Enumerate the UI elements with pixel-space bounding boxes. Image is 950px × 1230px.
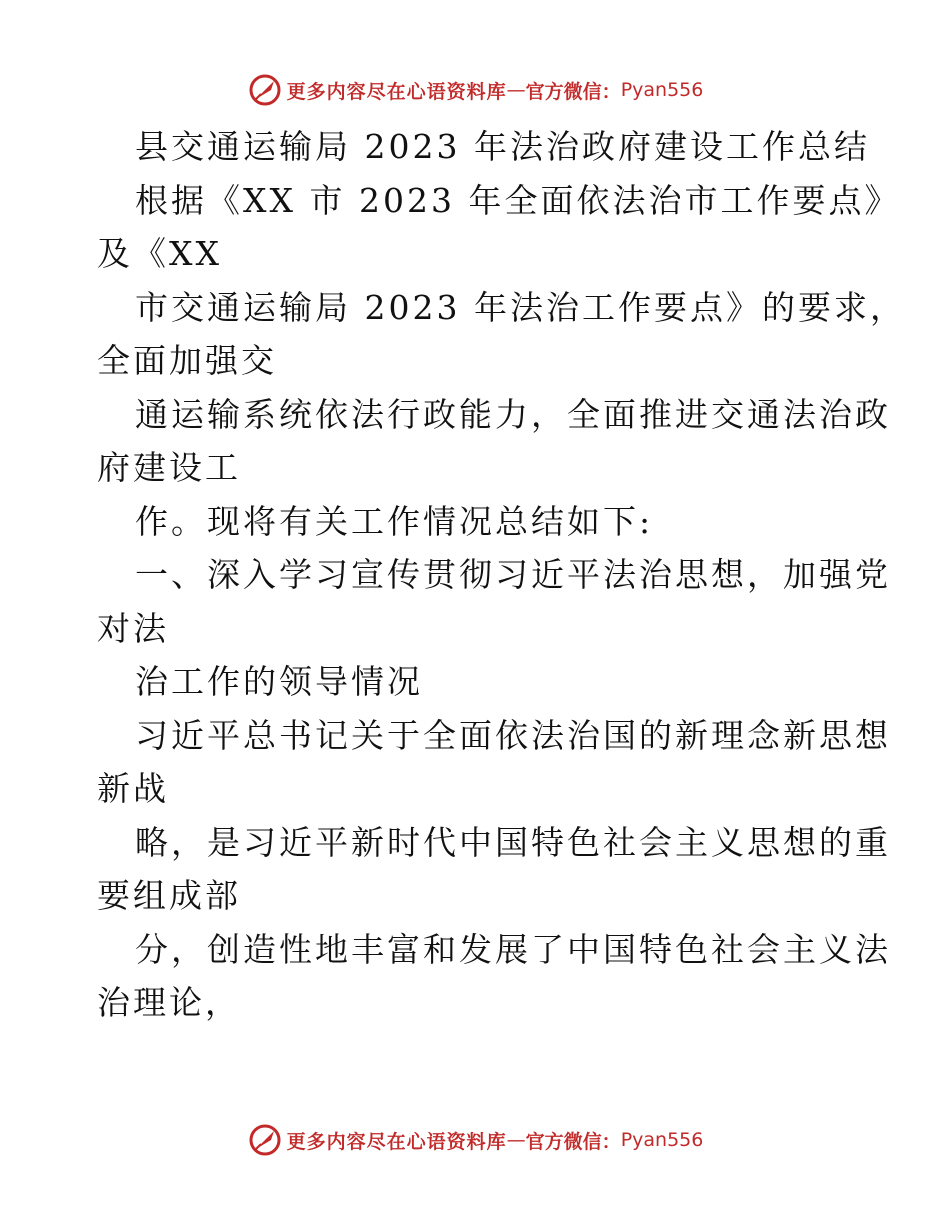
text-line: 习近平总书记关于全面依法治国的新理念新思想	[135, 715, 891, 755]
banner-wechat-id: Pyan556	[620, 79, 704, 101]
text-line: 府建设工	[97, 448, 241, 487]
quill-logo-icon	[247, 1122, 283, 1158]
footer-banner	[0, 1120, 950, 1160]
banner-separator: —	[506, 79, 526, 101]
text-line: 及《XX	[97, 234, 222, 273]
text-line: 作。现将有关工作情况总结如下:	[135, 501, 654, 541]
text-line: 通运输系统依法行政能力，全面推进交通法治政	[135, 394, 891, 434]
document-title: 县交通运输局 2023 年法治政府建设工作总结	[135, 127, 870, 166]
banner-text: 更多内容尽在心语资料库	[286, 80, 507, 103]
banner-wechat-label: 官方微信：	[525, 1130, 621, 1153]
banner-wechat-label: 官方微信：	[525, 80, 621, 103]
text-line: 略，是习近平新时代中国特色社会主义思想的重	[135, 822, 891, 862]
text-line: 分，创造性地丰富和发展了中国特色社会主义法	[135, 929, 891, 969]
banner-separator: —	[506, 1129, 526, 1151]
section-heading: 对法	[97, 608, 169, 648]
quill-logo-icon	[247, 72, 283, 108]
document-body	[97, 120, 906, 1030]
text-line: 市交通运输局 2023 年法治工作要点》的要求，	[135, 287, 906, 327]
section-heading: 一、深入学习宣传贯彻习近平法治思想，加强党	[135, 555, 891, 594]
banner-text: 更多内容尽在心语资料库	[286, 1130, 507, 1153]
text-line: 根据《XX 市 2023 年全面依法治市工作要点》	[135, 180, 901, 220]
text-line: 要组成部	[97, 876, 241, 915]
text-line: 治理论，	[97, 983, 241, 1022]
banner-wechat-id: Pyan556	[620, 1129, 704, 1151]
section-heading: 治工作的领导情况	[135, 662, 423, 701]
header-banner	[0, 70, 950, 110]
text-line: 全面加强交	[97, 341, 277, 380]
text-line: 新战	[97, 769, 169, 808]
